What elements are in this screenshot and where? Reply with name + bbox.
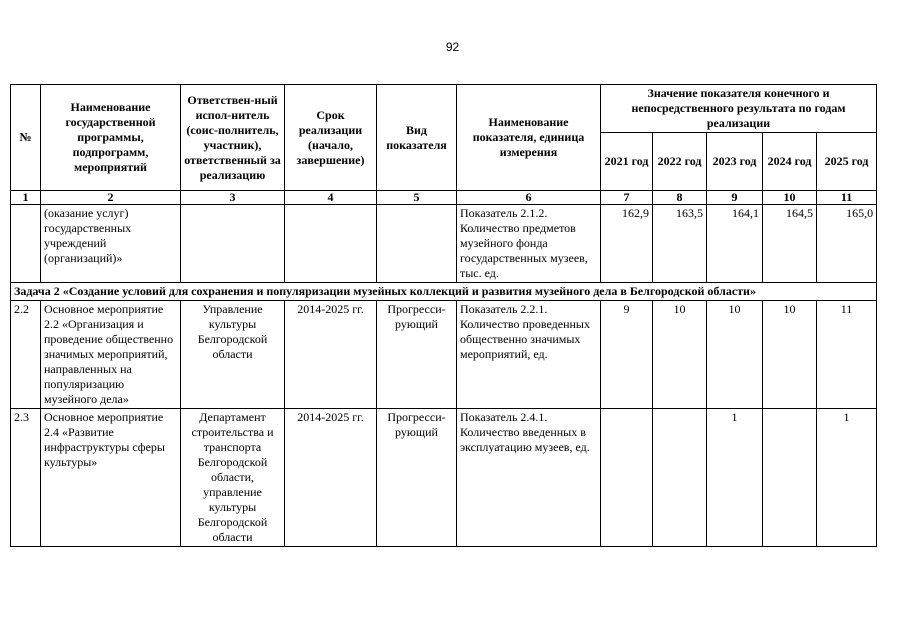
- column-number: 2: [41, 191, 181, 205]
- table-row-2-3: [11, 409, 877, 547]
- value-2024: 164,5: [763, 205, 817, 283]
- column-number: 5: [377, 191, 457, 205]
- task-heading: Задача 2 «Создание условий для сохранения и популяризации музейных коллекций и развития музейного дела в Белгородской области»: [11, 283, 877, 301]
- row-number-cell: 2.3: [11, 409, 41, 547]
- indicator-type-cell: Прогресси-рующий: [377, 301, 457, 409]
- value-2022: [653, 409, 707, 547]
- period-cell: 2014-2025 гг.: [285, 409, 377, 547]
- value-2024: [763, 409, 817, 547]
- program-name-cell: (оказание услуг) государственных учреждений (организаций)»: [41, 205, 181, 283]
- header-year-2024: 2024 год: [763, 133, 817, 191]
- indicator-name-cell: Показатель 2.1.2. Количество предметов музейного фонда государственных музеев, тыс. ед.: [457, 205, 601, 283]
- executor-cell: Управление культуры Белгородской области: [181, 301, 285, 409]
- header-period: Срок реализации (начало, завершение): [285, 85, 377, 191]
- header-row-1: [11, 85, 877, 133]
- period-cell: [285, 205, 377, 283]
- page-number: 92: [445, 40, 460, 54]
- column-number: 7: [601, 191, 653, 205]
- value-2025: 1: [817, 409, 877, 547]
- column-number: 4: [285, 191, 377, 205]
- header-year-2022: 2022 год: [653, 133, 707, 191]
- value-2021: 9: [601, 301, 653, 409]
- value-2021: 162,9: [601, 205, 653, 283]
- value-2025: 11: [817, 301, 877, 409]
- header-executor: Ответствен-ный испол-нитель (соис-полнитель, участник), ответственный за реализацию: [181, 85, 285, 191]
- header-year-2025: 2025 год: [817, 133, 877, 191]
- executor-cell: [181, 205, 285, 283]
- header-number: №: [11, 85, 41, 191]
- header-year-2023: 2023 год: [707, 133, 763, 191]
- period-cell: 2014-2025 гг.: [285, 301, 377, 409]
- column-number-row: [11, 191, 877, 205]
- column-number: 9: [707, 191, 763, 205]
- value-2023: 164,1: [707, 205, 763, 283]
- indicator-type-cell: Прогресси-рующий: [377, 409, 457, 547]
- header-values-group: Значение показателя конечного и непосредственного результата по годам реализации: [601, 85, 877, 133]
- indicator-type-cell: [377, 205, 457, 283]
- executor-cell: Департамент строительства и транспорта Белгородской области, управление культуры Белгородской области: [181, 409, 285, 547]
- value-2023: 1: [707, 409, 763, 547]
- header-year-2021: 2021 год: [601, 133, 653, 191]
- value-2024: 10: [763, 301, 817, 409]
- table-row-continuation: [11, 205, 877, 283]
- column-number: 11: [817, 191, 877, 205]
- value-2022: 10: [653, 301, 707, 409]
- value-2022: 163,5: [653, 205, 707, 283]
- header-indicator-name: Наименование показателя, единица измерения: [457, 85, 601, 191]
- value-2021: [601, 409, 653, 547]
- program-name-cell: Основное мероприятие 2.2 «Организация и проведение общественно значимых мероприятий, направленных на популяризацию музейного дела»: [41, 301, 181, 409]
- column-number: 1: [11, 191, 41, 205]
- header-indicator-type: Вид показателя: [377, 85, 457, 191]
- column-number: 6: [457, 191, 601, 205]
- program-name-cell: Основное мероприятие 2.4 «Развитие инфраструктуры сферы культуры»: [41, 409, 181, 547]
- table-row-2-2: [11, 301, 877, 409]
- header-program-name: Наименование государственной программы, подпрограмм, мероприятий: [41, 85, 181, 191]
- indicators-table: [10, 84, 877, 547]
- row-number-cell: 2.2: [11, 301, 41, 409]
- value-2025: 165,0: [817, 205, 877, 283]
- column-number: 3: [181, 191, 285, 205]
- indicator-name-cell: Показатель 2.2.1. Количество проведенных общественно значимых мероприятий, ед.: [457, 301, 601, 409]
- value-2023: 10: [707, 301, 763, 409]
- row-number-cell: [11, 205, 41, 283]
- column-number: 10: [763, 191, 817, 205]
- column-number: 8: [653, 191, 707, 205]
- indicator-name-cell: Показатель 2.4.1. Количество введенных в эксплуатацию музеев, ед.: [457, 409, 601, 547]
- task-row: [11, 283, 877, 301]
